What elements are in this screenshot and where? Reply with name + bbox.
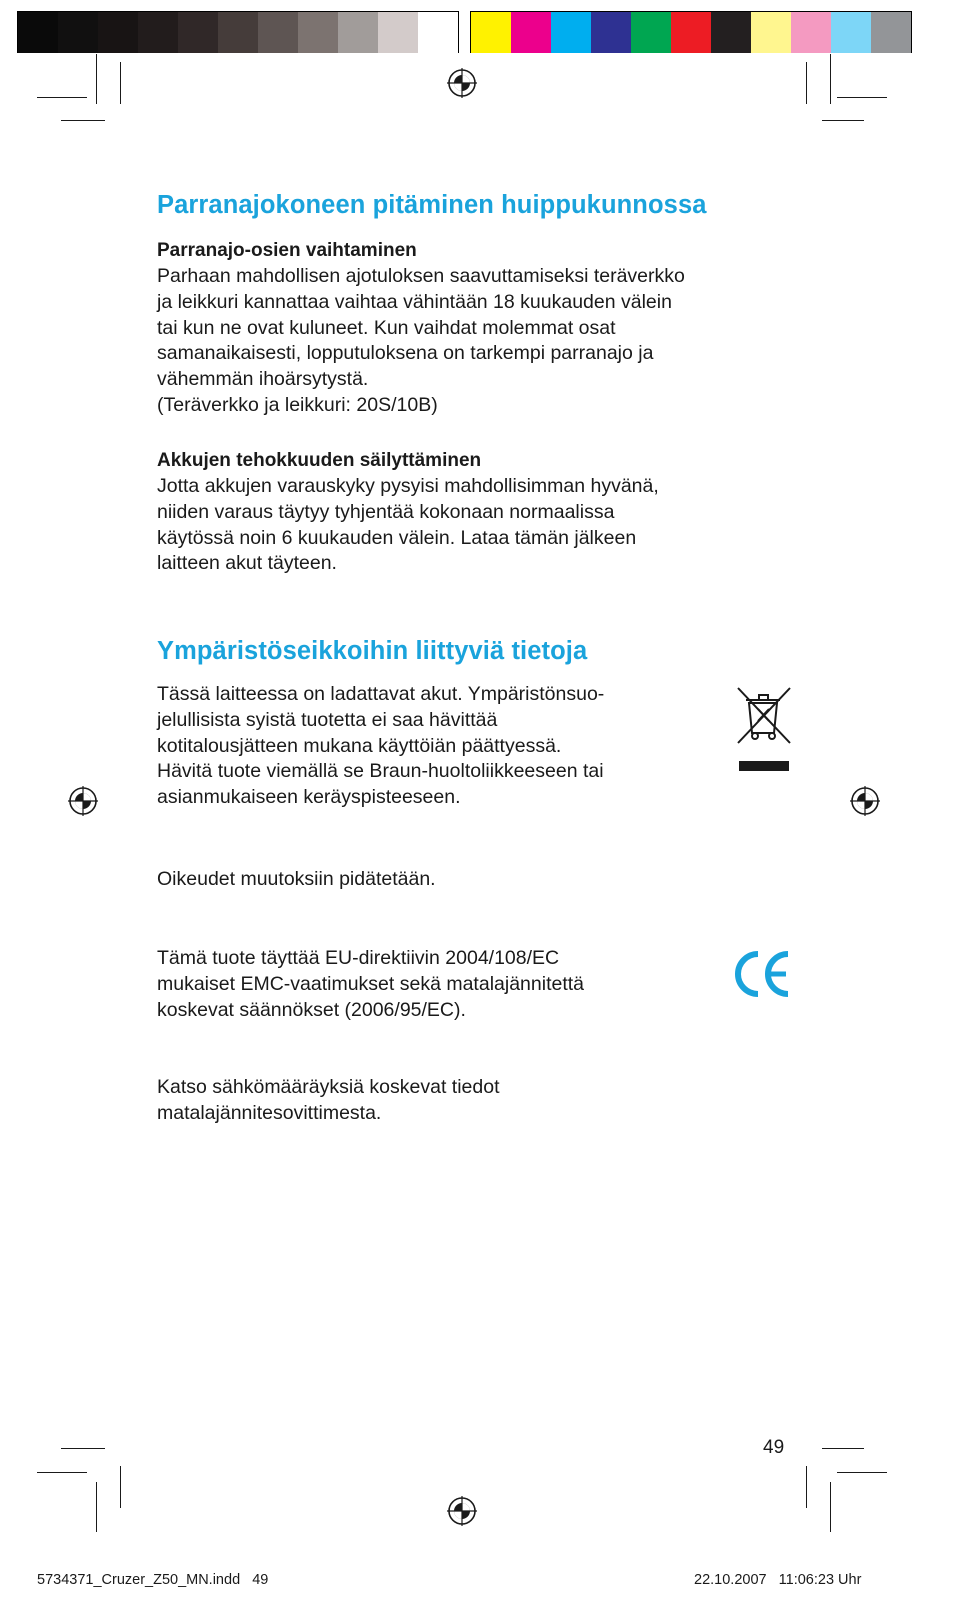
calibration-swatch — [338, 12, 378, 53]
crop-mark — [822, 120, 864, 121]
calibration-swatch — [871, 12, 911, 53]
calibration-swatch — [258, 12, 298, 53]
section-title-environment: Ympäristöseikkoihin liittyviä tietoja — [157, 637, 588, 665]
section-title-maintenance: Parranajokoneen pitäminen huippukunnossa — [157, 191, 707, 219]
registration-target-icon — [447, 1496, 477, 1526]
paragraph-compliance: Tämä tuote täyttää EU-direktiivin 2004/108/EC mukaiset EMC-vaatimukset sekä matalajännitettä koskevat säännökset (2006/95/EC). — [157, 947, 585, 1021]
notice-rights-reserved: Oikeudet muutoksiin pidätetään. — [157, 868, 436, 890]
crop-mark — [37, 1472, 87, 1473]
subsection-heading-replacing-parts: Parranajo-osien vaihtaminen — [157, 240, 417, 261]
calibration-swatch — [671, 12, 711, 53]
calibration-swatch — [98, 12, 138, 53]
calibration-swatch — [18, 12, 58, 53]
crop-mark — [830, 1482, 831, 1532]
calibration-swatch — [178, 12, 218, 53]
paragraph-environment: Tässä laitteessa on ladattavat akut. Ympäristönsuo- jelullisista syistä tuotetta ei saa hävittää kotitalousjätteen mukana käyttöiän päättyessä. Hävitä tuote viemällä se Braun-huoltoliikkeeseen tai asianmukaiseen keräyspisteeseen. — [157, 683, 605, 809]
calibration-swatch — [218, 12, 258, 53]
calibration-swatch — [631, 12, 671, 53]
crop-mark — [806, 62, 807, 104]
registration-target-icon — [850, 786, 880, 816]
registration-target-icon — [68, 786, 98, 816]
calibration-swatch — [58, 12, 98, 53]
crop-mark — [61, 1448, 105, 1449]
crop-mark — [806, 1466, 807, 1508]
calibration-swatch — [751, 12, 791, 53]
page-number: 49 — [763, 1437, 785, 1458]
crossed-out-wheelie-bin-icon — [733, 685, 795, 771]
crop-mark — [830, 54, 831, 104]
calibration-swatch — [298, 12, 338, 53]
crop-mark — [61, 120, 105, 121]
calibration-swatch — [791, 12, 831, 53]
subsection-heading-battery: Akkujen tehokkuuden säilyttäminen — [157, 450, 482, 471]
crop-mark — [96, 54, 97, 104]
ce-mark-icon — [730, 948, 794, 1000]
paragraph-electrical-note: Katso sähkömääräyksiä koskevat tiedot matalajännitesovittimesta. — [157, 1076, 500, 1124]
registration-target-icon — [447, 68, 477, 98]
calibration-swatch — [551, 12, 591, 53]
calibration-swatch — [711, 12, 751, 53]
crop-mark — [837, 1472, 887, 1473]
calibration-swatch — [418, 12, 458, 53]
slug-file-name: 5734371_Cruzer_Z50_MN.indd 49 — [37, 1572, 269, 1588]
calibration-swatch — [138, 12, 178, 53]
calibration-swatch — [831, 12, 871, 53]
crop-mark — [96, 1482, 97, 1532]
calibration-swatch — [471, 12, 511, 53]
calibration-swatch — [378, 12, 418, 53]
crop-mark — [120, 1466, 121, 1508]
crop-mark — [837, 97, 887, 98]
crop-mark — [822, 1448, 864, 1449]
crop-mark — [37, 97, 87, 98]
paragraph-replacing-parts: Parhaan mahdollisen ajotuloksen saavuttamiseksi teräverkko ja leikkuri kannattaa vaihtaa vähintään 18 kuukauden välein tai kun ne ovat kuluneet. Kun vaihdat molemmat osat samanaikaisesti, lopputuloksena on tarkempi parranajo ja vähemmän ihoärsytystä. (Teräverkko ja leikkuri: 20S/10B) — [157, 265, 685, 416]
calibration-swatch — [511, 12, 551, 53]
slug-timestamp: 22.10.2007 11:06:23 Uhr — [694, 1572, 862, 1588]
calibration-swatch — [591, 12, 631, 53]
paragraph-battery: Jotta akkujen varauskyky pysyisi mahdollisimman hyvänä, niiden varaus täytyy tyhjentää kokonaan normaalissa käytössä noin 6 kuukauden välein. Lataa tämän jälkeen laitteen akut täyteen. — [157, 475, 659, 575]
crop-mark — [120, 62, 121, 104]
